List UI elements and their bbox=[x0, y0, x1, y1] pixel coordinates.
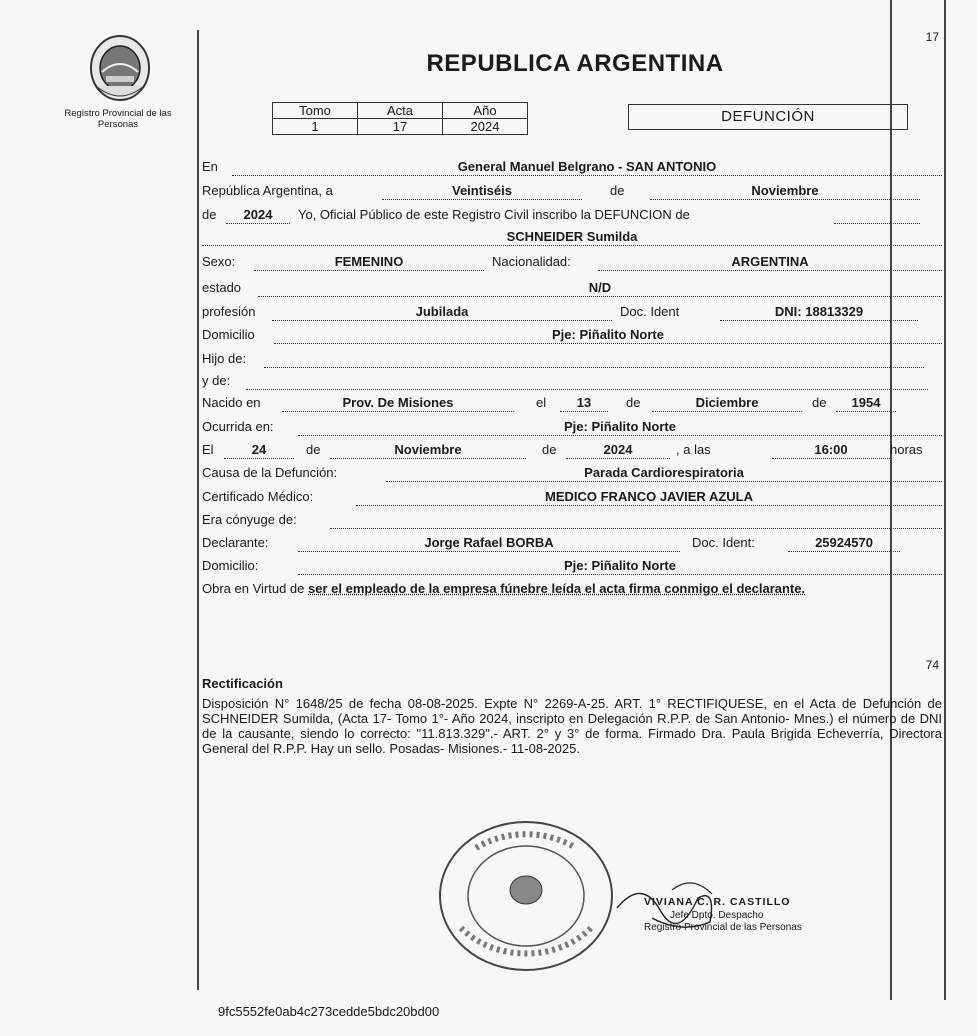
left-margin-line bbox=[197, 30, 199, 990]
birth-year-value: 1954 bbox=[836, 394, 896, 412]
causa-label: Causa de la Defunción: bbox=[202, 465, 338, 480]
official-stamp bbox=[436, 818, 616, 974]
death-time-value: 16:00 bbox=[772, 441, 890, 459]
page-title: REPUBLICA ARGENTINA bbox=[426, 50, 724, 77]
nacionalidad-value: ARGENTINA bbox=[598, 253, 942, 271]
obra-label: Obra en Virtud de bbox=[202, 581, 305, 596]
causa-value: Parada Cardiorespiratoria bbox=[386, 464, 942, 482]
act-type-box: DEFUNCIÓN bbox=[628, 104, 908, 130]
declarante-doc-label: Doc. Ident: bbox=[692, 535, 755, 550]
inscribo-text: Yo, Oficial Público de este Registro Civil inscribo la DEFUNCION de bbox=[298, 207, 690, 222]
de-label: de bbox=[610, 183, 625, 198]
alas-label: , a las bbox=[676, 442, 711, 457]
conyuge-value bbox=[330, 511, 942, 529]
obra-value: ser el empleado de la empresa fúnebre leída el acta firma conmigo el declarante. bbox=[308, 581, 806, 596]
hijo-label: Hijo de: bbox=[202, 351, 247, 366]
birth-day-value: 13 bbox=[560, 394, 608, 412]
signature-role: Jefe Dpto. Despacho bbox=[670, 910, 764, 921]
far-right-line bbox=[944, 0, 946, 1000]
de-label-3: de bbox=[626, 395, 641, 410]
year-value: 2024 bbox=[226, 206, 290, 224]
row-declarante bbox=[202, 534, 942, 557]
ocurrida-label: Ocurrida en: bbox=[202, 419, 274, 434]
document-hash: 9fc5552fe0ab4c273cedde5bdc20bd00 bbox=[218, 1004, 440, 1019]
signature-org: Registro Provincial de las Personas bbox=[644, 922, 802, 933]
row-inscribo bbox=[202, 206, 942, 229]
inscribo-blank bbox=[834, 206, 920, 224]
republica-label: República Argentina, a bbox=[202, 183, 333, 198]
registry-value-row bbox=[273, 119, 528, 135]
birth-month-value: Diciembre bbox=[652, 394, 802, 412]
nacido-en-value: Prov. De Misiones bbox=[282, 394, 514, 412]
row-domicilio-declarante bbox=[202, 557, 942, 580]
rectificacion-body: Disposición N° 1648/25 de fecha 08-08-2025. Expte N° 2269-A-25. ART. 1° RECTIFIQUESE, en el Acta de Defunción de SCHNEIDER Sumilda, (Acta 17- Tomo 1°- Año 2024, inscripto en Delegación R.P.P. de San Antonio- Mnes.) el número de DNI de la causante, siendo lo correcto: "11.813.329".- ART. 2° y 3° de forma. Firmado Dra. Paula Brigida Echeverría, Directora General del R.P.P. Hay un sello. Posadas- Misiones.- 11-08-2025. bbox=[202, 696, 942, 756]
registry-table bbox=[272, 102, 528, 135]
conyuge-label: Era cónyuge de: bbox=[202, 512, 297, 527]
death-year-value: 2024 bbox=[566, 441, 670, 459]
row-causa bbox=[202, 464, 942, 487]
sexo-label: Sexo: bbox=[202, 254, 236, 269]
domicilio-declarante-label: Domicilio: bbox=[202, 558, 259, 573]
yde-value bbox=[246, 372, 928, 390]
row-obra bbox=[202, 580, 942, 597]
ocurrida-value: Pje: Piñalito Norte bbox=[298, 418, 942, 436]
estado-label: estado bbox=[202, 280, 242, 295]
doc-value: DNI: 18813329 bbox=[720, 303, 918, 321]
acta-value: 17 bbox=[358, 119, 443, 135]
nacido-label: Nacido en bbox=[202, 395, 261, 410]
domicilio-declarante-value: Pje: Piñalito Norte bbox=[298, 557, 942, 575]
death-month-value: Noviembre bbox=[330, 441, 526, 459]
acta-header: Acta bbox=[358, 103, 443, 119]
row-death-date bbox=[202, 441, 942, 464]
de-label-4: de bbox=[812, 395, 827, 410]
declarante-value: Jorge Rafael BORBA bbox=[298, 534, 680, 552]
sexo-value: FEMENINO bbox=[254, 253, 484, 271]
row-location bbox=[202, 158, 942, 181]
domicilio-label: Domicilio bbox=[202, 327, 255, 342]
month-value: Noviembre bbox=[650, 182, 920, 200]
declarante-label: Declarante: bbox=[202, 535, 269, 550]
rectificacion-title: Rectificación bbox=[202, 676, 283, 691]
row-domicilio bbox=[202, 326, 942, 349]
certificado-value: MEDICO FRANCO JAVIER AZULA bbox=[356, 488, 942, 506]
row-date bbox=[202, 182, 942, 205]
de-label-6: de bbox=[542, 442, 557, 457]
yde-label: y de: bbox=[202, 373, 231, 388]
row-estado bbox=[202, 279, 942, 302]
page-number: 17 bbox=[925, 30, 939, 44]
logo-caption: Registro Provincial de las Personas bbox=[64, 108, 172, 130]
tomo-header: Tomo bbox=[273, 103, 358, 119]
de-label-2: de bbox=[202, 207, 217, 222]
row-deceased bbox=[202, 228, 942, 251]
anio-header: Año bbox=[443, 103, 528, 119]
declarante-doc-value: 25924570 bbox=[788, 534, 900, 552]
deceased-name-value: SCHNEIDER Sumilda bbox=[202, 228, 942, 246]
day-words-value: Veintiséis bbox=[382, 182, 582, 200]
anio-value: 2024 bbox=[443, 119, 528, 135]
horas-label: horas bbox=[890, 442, 923, 457]
death-day-value: 24 bbox=[224, 441, 294, 459]
profesion-label: profesión bbox=[202, 304, 256, 319]
row-nacido bbox=[202, 394, 942, 417]
signature-name: VIVIANA C. R. CASTILLO bbox=[644, 896, 791, 908]
el-label: el bbox=[536, 395, 547, 410]
location-value: General Manuel Belgrano - SAN ANTONIO bbox=[232, 158, 942, 176]
hijo-value bbox=[264, 350, 924, 368]
row-conyuge bbox=[202, 511, 942, 534]
row-hijo bbox=[202, 350, 942, 373]
nacionalidad-label: Nacionalidad: bbox=[492, 254, 571, 269]
en-label: En bbox=[202, 159, 218, 174]
row-certificado bbox=[202, 488, 942, 511]
estado-value: N/D bbox=[258, 279, 942, 297]
row-ocurrida bbox=[202, 418, 942, 441]
certificado-label: Certificado Médico: bbox=[202, 489, 314, 504]
domicilio-value: Pje: Piñalito Norte bbox=[274, 326, 942, 344]
de-label-5: de bbox=[306, 442, 321, 457]
profesion-value: Jubilada bbox=[272, 303, 612, 321]
row-sexo bbox=[202, 253, 942, 276]
row-yde bbox=[202, 372, 942, 395]
row-profesion bbox=[202, 303, 942, 326]
registry-header-row bbox=[273, 103, 528, 119]
el-label-2: El bbox=[202, 442, 214, 457]
tomo-value: 1 bbox=[273, 119, 358, 135]
page-number-secondary: 74 bbox=[925, 658, 939, 672]
doc-label: Doc. Ident bbox=[620, 304, 680, 319]
